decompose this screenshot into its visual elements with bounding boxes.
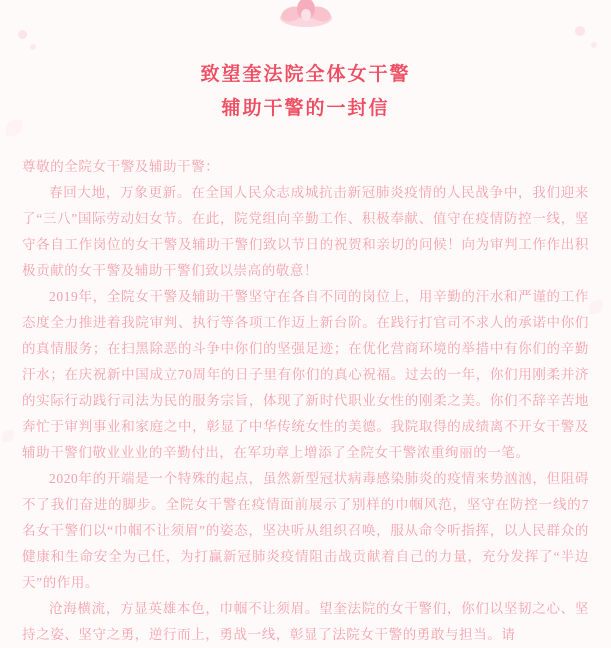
lotus-flower-icon: [279, 0, 333, 30]
title-line-1: 致望奎法院全体女干警: [200, 64, 411, 85]
decorative-header: [0, 0, 611, 42]
paragraph-1: 春回大地，万象更新。在全国人民众志成城抗击新冠肺炎疫情的人民战争中，我们迎来了“三八”国际劳动妇女节。在此，院党组向辛勤工作、积极奉献、值守在疫情防控一线，坚守各自工作岗位的女干警及辅助干警们致以节日的祝贺和亲切的问候！向为审判工作作出积极贡献的女干警及辅助干警们致以崇高的敬意！: [22, 185, 589, 278]
watermark-petal: [2, 430, 14, 442]
watermark-petal: [589, 300, 603, 314]
petal-dot-icon: [18, 30, 27, 39]
paragraph-4: 沧海横流，方显英雄本色，巾帼不让须眉。望奎法院的女干警们，你们以坚韧之心、坚持之姿、坚守之勇，逆行而上，勇战一线，彰显了法院女干警的勇敢与担当。请: [22, 601, 589, 642]
paragraph-3: 2020年的开端是一个特殊的起点，虽然新型冠状病毒感染肺炎的疫情来势汹汹，但阻碍不了我们奋进的脚步。全院女干警在疫情面前展示了别样的巾帼风范，坚守在防控一线的7名女干警们以“巾帼不让须眉”的姿态，坚决听从组织召唤，服从命令听指挥，以人民群众的健康和生命安全为己任，为打赢新冠肺炎疫情阻击战贡献着自己的力量，充分发挥了“半边天”的作用。: [22, 471, 589, 590]
salutation: 尊敬的全院女干警及辅助干警：: [22, 159, 220, 174]
petal-dot-icon: [591, 42, 597, 48]
letter-body: [22, 154, 589, 648]
title-line-2: 辅助干警的一封信: [221, 98, 390, 119]
petal-dot-icon: [575, 26, 585, 36]
page-title: [0, 58, 611, 126]
petal-dot-icon: [30, 44, 36, 50]
paragraph-2: 2019年，全院女干警及辅助干警坚守在各自不同的岗位上，用辛勤的汗水和严谨的工作态度全力推进着我院审判、执行等各项工作迈上新台阶。在践行打官司不求人的承诺中你们的真情服务；在扫黑除恶的斗争中你们的坚强足迹；在优化营商环境的举措中有你们的辛勤汗水；在庆祝新中国成立70周年的日子里有你们的真心祝福。过去的一年，你们用刚柔并济的实际行动践行司法为民的服务宗旨，体现了新时代职业女性的刚柔之美。你们不辞辛苦地奔忙于审判事业和家庭之中，彰显了中华传统女性的美德。我院取得的成绩离不开女干警及辅助干警们敬业业业的辛勤付出，在军功章上增添了全院女干警浓重绚丽的一笔。: [22, 289, 589, 460]
